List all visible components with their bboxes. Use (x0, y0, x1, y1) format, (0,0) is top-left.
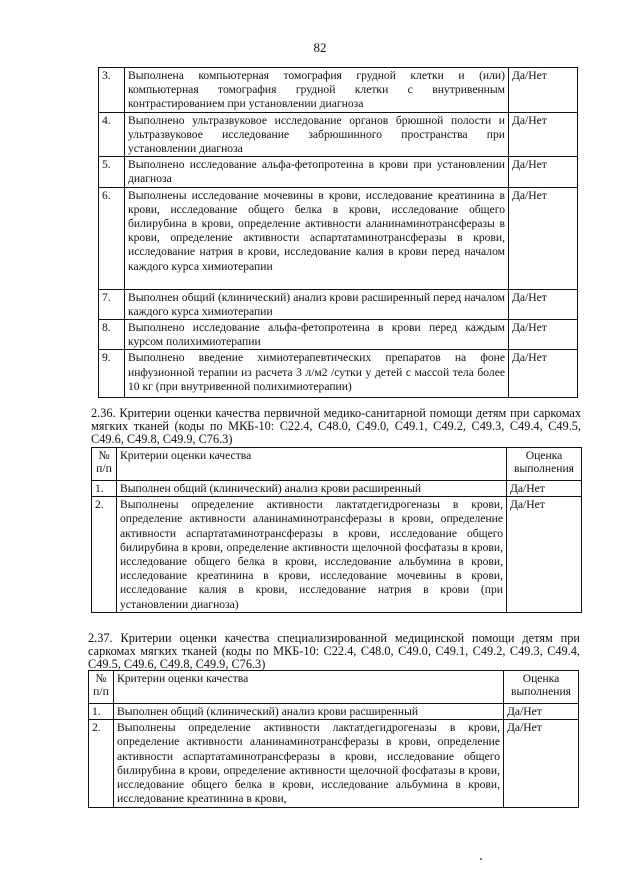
result-value: Да/Нет (504, 704, 579, 720)
table-row (99, 157, 578, 187)
table-row (99, 289, 578, 319)
result-value: Да/Нет (504, 720, 579, 808)
column-header-number: № п/п (92, 448, 117, 481)
row-number: 7. (99, 289, 125, 319)
criterion-text: Выполнен общий (клинический) анализ крови расширенный (114, 704, 504, 720)
result-value: Да/Нет (507, 481, 582, 497)
criterion-text: Выполнены исследование мочевины в крови, исследование креатинина в крови, исследование общего белка в крови, исследование общего билирубина в крови, определение активности аланинаминотрансферазы в крови, определение активности аспартатаминотрансферазы в крови, исследование натрия в крови, исследование калия в крови перед началом каждого курса химиотерапии (125, 187, 509, 289)
criterion-text: Выполнен общий (клинический) анализ крови расширенный (117, 481, 507, 497)
table-header-row (89, 671, 579, 704)
result-value: Да/Нет (509, 187, 578, 289)
row-number: 1. (89, 704, 114, 720)
table-row (99, 350, 578, 398)
column-header-criteria: Критерии оценки качества (114, 671, 504, 704)
column-header-number: № п/п (89, 671, 114, 704)
table-row (89, 720, 579, 808)
section-heading-2-37: 2.37. Критерии оценки качества специализированной медицинской помощи детям при саркомах мягких тканей (коды по МКБ-10: C22.4, C48.0, C49.0, C49.1, C49.2, C49.3, C49.4, C49.5, C49.6, C49.8, C49.9, C76.3) (88, 631, 580, 672)
table-row (92, 497, 582, 613)
criterion-text: Выполнено введение химиотерапевтических препаратов на фоне инфузионной терапии из расчета 3 л/м2 /сутки у детей с массой тела более 10 кг (при внутривенной полихимиотерапии) (125, 350, 509, 398)
criterion-text: Выполнено исследование альфа-фетопротеина в крови при установлении диагноза (125, 157, 509, 187)
section-heading-2-36: 2.36. Критерии оценки качества первичной медико-санитарной помощи детям при саркомах мягких тканей (коды по МКБ-10: C22.4, C48.0, C49.0, C49.1, C49.2, C49.3, C49.4, C49.5, C49.6, C49.8, C49.9, C76.3) (91, 406, 582, 447)
table-header-row (92, 448, 582, 481)
table-row (99, 320, 578, 350)
criteria-table-2-36 (91, 447, 582, 613)
result-value: Да/Нет (509, 350, 578, 398)
criterion-text: Выполнено исследование альфа-фетопротеина в крови перед каждым курсом полихимиотерапии (125, 320, 509, 350)
criterion-text: Выполнена компьютерная томография грудной клетки и (или) компьютерная томография грудной клетки с внутривенным контрастированием при установлении диагноза (125, 68, 509, 113)
result-value: Да/Нет (509, 320, 578, 350)
criteria-table-continued (98, 67, 578, 398)
criterion-text: Выполнен общий (клинический) анализ крови расширенный перед началом каждого курса химиотерапии (125, 289, 509, 319)
table-row (99, 187, 578, 289)
column-header-criteria: Критерии оценки качества (117, 448, 507, 481)
result-value: Да/Нет (509, 68, 578, 113)
criteria-table-2-37 (88, 670, 579, 808)
row-number: 2. (89, 720, 114, 808)
result-value: Да/Нет (507, 497, 582, 613)
row-number: 5. (99, 157, 125, 187)
result-value: Да/Нет (509, 157, 578, 187)
row-number: 6. (99, 187, 125, 289)
result-value: Да/Нет (509, 289, 578, 319)
table-row (99, 112, 578, 157)
criterion-text: Выполнено ультразвуковое исследование органов брюшной полости и ультразвуковое исследование забрюшинного пространства при установлении диагноза (125, 112, 509, 157)
row-number: 8. (99, 320, 125, 350)
criterion-text: Выполнены определение активности лактатдегидрогеназы в крови, определение активности аланинаминотрансферазы в крови, определение активности аспартатаминотрансферазы в крови, исследование общего билирубина в крови, определение активности щелочной фосфатазы в крови, исследование общего белка в крови, исследование альбумина в крови, исследование креатинина в крови, (114, 720, 504, 808)
row-number: 2. (92, 497, 117, 613)
row-number: 4. (99, 112, 125, 157)
row-number: 1. (92, 481, 117, 497)
table-row (99, 68, 578, 113)
criterion-text: Выполнены определение активности лактатдегидрогеназы в крови, определение активности аланинаминотрансферазы в крови, определение активности аспартатаминотрансферазы в крови, исследование общего билирубина в крови, определение активности щелочной фосфатазы в крови, исследование общего белка в крови, исследование альбумина в крови, исследование креатинина в крови, исследование мочевины в крови, исследование калия в крови, исследование натрия в крови (при установлении диагноза) (117, 497, 507, 613)
column-header-result: Оценка выполнения (507, 448, 582, 481)
column-header-result: Оценка выполнения (504, 671, 579, 704)
scan-speck (480, 858, 482, 860)
page-number: 82 (313, 40, 327, 55)
result-value: Да/Нет (509, 112, 578, 157)
row-number: 3. (99, 68, 125, 113)
row-number: 9. (99, 350, 125, 398)
table-row (89, 704, 579, 720)
table-row (92, 481, 582, 497)
